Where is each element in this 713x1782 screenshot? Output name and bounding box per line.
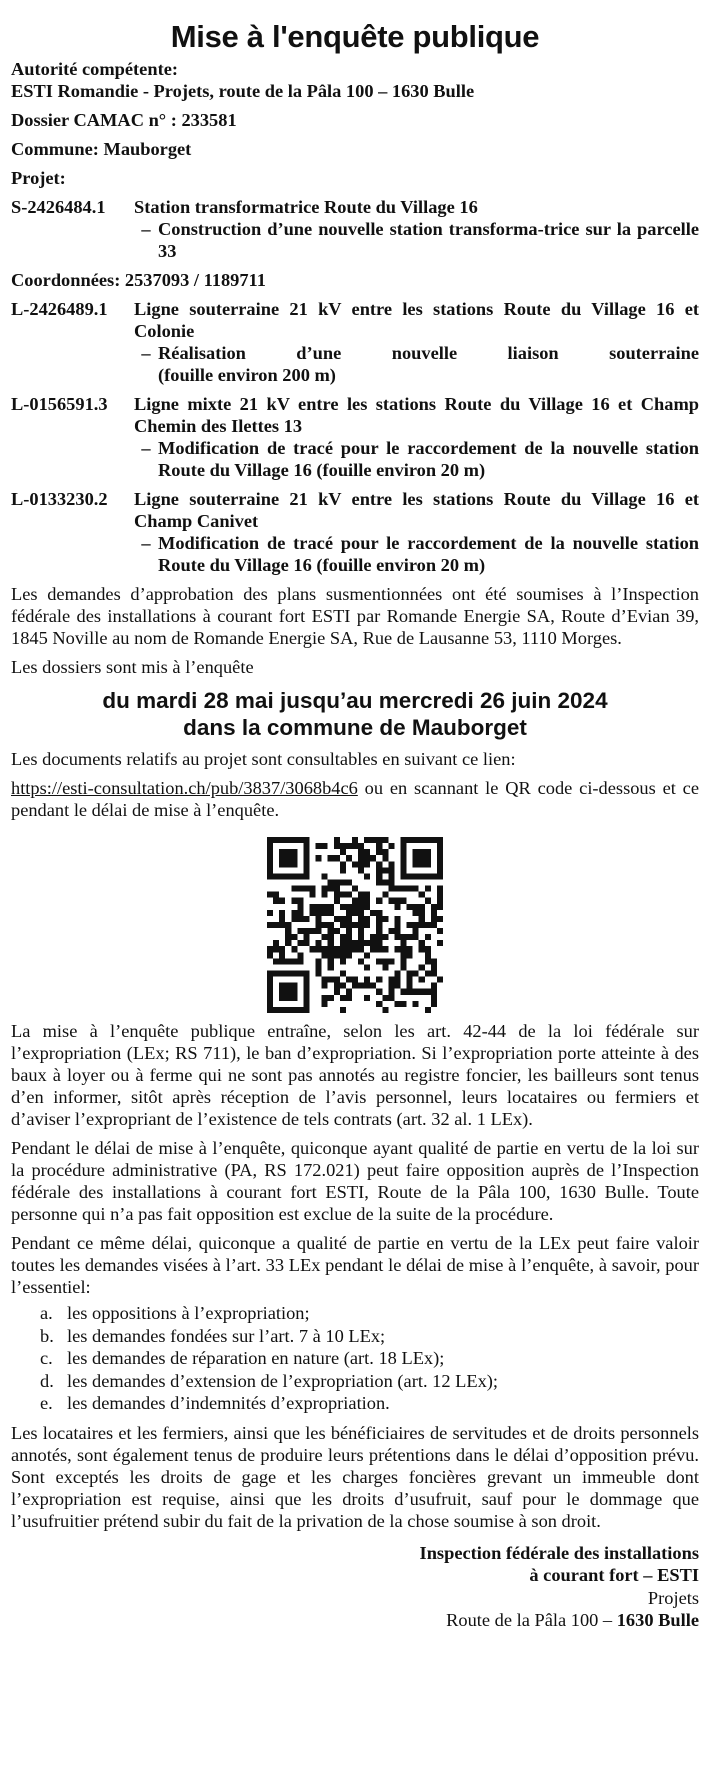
qr-code-container xyxy=(11,837,699,1013)
project-subitem-text: Réalisation d’une nouvelle liaison souterraine xyxy=(158,343,699,363)
project-code: S-2426484.1 xyxy=(11,197,106,217)
paragraph-lex: La mise à l’enquête publique entraîne, selon les art. 42-44 de la loi fédérale sur l’expropriation (LEx; RS 711), le ban d’expropriation. Si l’expropriation porte atteinte à des baux à loyer ou à ferme qui ne sont pas annotés au registre foncier, les bailleurs sont tenus d’en informer, sitôt après réception de l’avis personnel, leurs locataires ou fermiers et d’aviser l’expropriant de l’existence de tels contrats (art. 32 al. 1 LEx). xyxy=(11,1021,699,1129)
signature-block xyxy=(11,1542,699,1632)
list-text: les demandes de réparation en nature (art. 18 LEx); xyxy=(67,1348,445,1369)
project-subitem xyxy=(11,532,699,576)
dash: – xyxy=(141,343,151,363)
project-code: L-2426489.1 xyxy=(11,299,108,319)
project-item xyxy=(11,393,699,437)
list-letter: d. xyxy=(40,1370,54,1391)
list-letter: c. xyxy=(40,1348,53,1369)
project-description: Ligne mixte 21 kV entre les stations Route du Village 16 et Champ Chemin des Ilettes 13 xyxy=(134,394,699,436)
project-item xyxy=(11,196,699,218)
list-item xyxy=(11,1302,699,1325)
paragraph-link xyxy=(11,777,699,821)
link-after-text: ou en scannant le QR code ci-dessous et ce pendant le délai de mise à l’enquête. xyxy=(11,778,699,820)
project-subitem-text: Construction d’une nouvelle station transforma-trice sur la parcelle 33 xyxy=(158,219,699,261)
project-code: L-0133230.2 xyxy=(11,489,108,509)
project-item xyxy=(11,488,699,532)
project-subitem xyxy=(11,218,699,262)
list-text: les oppositions à l’expropriation; xyxy=(67,1303,310,1323)
project-item xyxy=(11,298,699,342)
authority-label: Autorité compétente: xyxy=(11,59,178,79)
project-label: Projet: xyxy=(11,168,66,188)
enquiry-location-line: dans la commune de Mauborget xyxy=(183,715,527,740)
project-subitem xyxy=(11,437,699,481)
paragraph-delai: Pendant ce même délai, quiconque a qualité de partie en vertu de la LEx peut faire valoir toutes les demandes visées à l’art. 33 LEx pendant le délai de mise à l’enquête, à savoir, pour l’essentiel: xyxy=(11,1233,699,1297)
list-letter: b. xyxy=(40,1325,54,1346)
commune: Commune: Mauborget xyxy=(11,139,192,159)
dash: – xyxy=(141,533,151,553)
paragraph-dossiers: Les dossiers sont mis à l’enquête xyxy=(11,657,254,677)
authority-value: ESTI Romandie - Projets, route de la Pâla 100 – 1630 Bulle xyxy=(11,81,475,101)
list-item xyxy=(11,1347,699,1370)
dash: – xyxy=(141,219,151,239)
coordinates: Coordonnées: 2537093 / 1189711 xyxy=(11,270,266,290)
signature-address xyxy=(11,1609,699,1631)
list-letter: a. xyxy=(40,1303,53,1323)
dash: – xyxy=(141,438,151,458)
project-subitem-text: (fouille environ 200 m) xyxy=(158,365,336,385)
project-description: Ligne souterraine 21 kV entre les stations Route du Village 16 et Champ Canivet xyxy=(134,489,699,531)
enquiry-dates-line: du mardi 28 mai jusqu’au mercredi 26 juin 2024 xyxy=(102,688,608,713)
project-description: Ligne souterraine 21 kV entre les stations Route du Village 16 et Colonie xyxy=(134,299,699,341)
project-subitem-text: Modification de tracé pour le raccordement de la nouvelle station Route du Village 16 (fouille environ 20 m) xyxy=(158,438,699,480)
list-text: les demandes fondées sur l’art. 7 à 10 LEx; xyxy=(67,1325,386,1346)
enquiry-dates xyxy=(11,687,699,741)
consultation-link[interactable]: https://esti-consultation.ch/pub/3837/3068b4c6 xyxy=(11,778,358,798)
dossier-number: Dossier CAMAC n° : 233581 xyxy=(11,110,237,130)
list-text: les demandes d’indemnités d’expropriation. xyxy=(67,1393,390,1414)
claims-list xyxy=(11,1302,699,1415)
project-subitem-text: Modification de tracé pour le raccordement de la nouvelle station Route du Village 16 (fouille environ 20 m) xyxy=(158,533,699,575)
paragraph-documents: Les documents relatifs au projet sont consultables en suivant ce lien: xyxy=(11,749,516,769)
list-item xyxy=(11,1392,699,1415)
list-item xyxy=(11,1370,699,1393)
project-subitem-continuation xyxy=(11,364,699,386)
project-code: L-0156591.3 xyxy=(11,394,108,414)
project-subitem xyxy=(11,342,699,364)
signature-department: Projets xyxy=(647,1587,699,1608)
paragraph-locataires: Les locataires et les fermiers, ainsi que les bénéficiaires de servitudes et de droits personnels annotés, sont également tenus de produire leurs prétentions dans le délai d’opposition prévu. Sont exceptés les droits de gage et les charges foncières grevant un immeuble dont l’expropriation est requise, ainsi que les droits d’usufruit, sauf pour le dommage que l’usufruitier prétend subir du fait de la privation de la chose soumise à son droit. xyxy=(11,1422,699,1531)
paragraph-demandes: Les demandes d’approbation des plans susmentionnées ont été soumises à l’Inspection fédérale des installations à courant fort ESTI par Romande Energie SA, Route d’Evian 39, 1845 Noville au nom de Romande Energie SA, Rue de Lausanne 53, 1110 Morges. xyxy=(11,584,699,648)
project-description: Station transformatrice Route du Village 16 xyxy=(134,197,478,217)
list-text: les demandes d’extension de l’expropriation (art. 12 LEx); xyxy=(67,1370,499,1391)
list-item xyxy=(11,1325,699,1348)
page-title: Mise à l'enquête publique xyxy=(170,19,540,54)
qr-code-icon[interactable] xyxy=(267,837,443,1013)
signature-org: Inspection fédérale des installations xyxy=(419,1542,699,1563)
signature-street: Route de la Pâla 100 – xyxy=(446,1610,617,1631)
paragraph-opposition: Pendant le délai de mise à l’enquête, quiconque ayant qualité de partie en vertu de la loi sur la procédure administrative (PA, RS 172.021) peut faire opposition auprès de l’Inspection fédérale des installations à courant fort ESTI, Route de la Pâla 100, 1630 Bulle. Toute personne qui n’a pas fait opposition est exclue de la suite de la procédure. xyxy=(11,1138,699,1224)
signature-city: 1630 Bulle xyxy=(616,1610,699,1631)
signature-org-line2: à courant fort – ESTI xyxy=(529,1565,699,1586)
list-letter: e. xyxy=(40,1393,53,1414)
